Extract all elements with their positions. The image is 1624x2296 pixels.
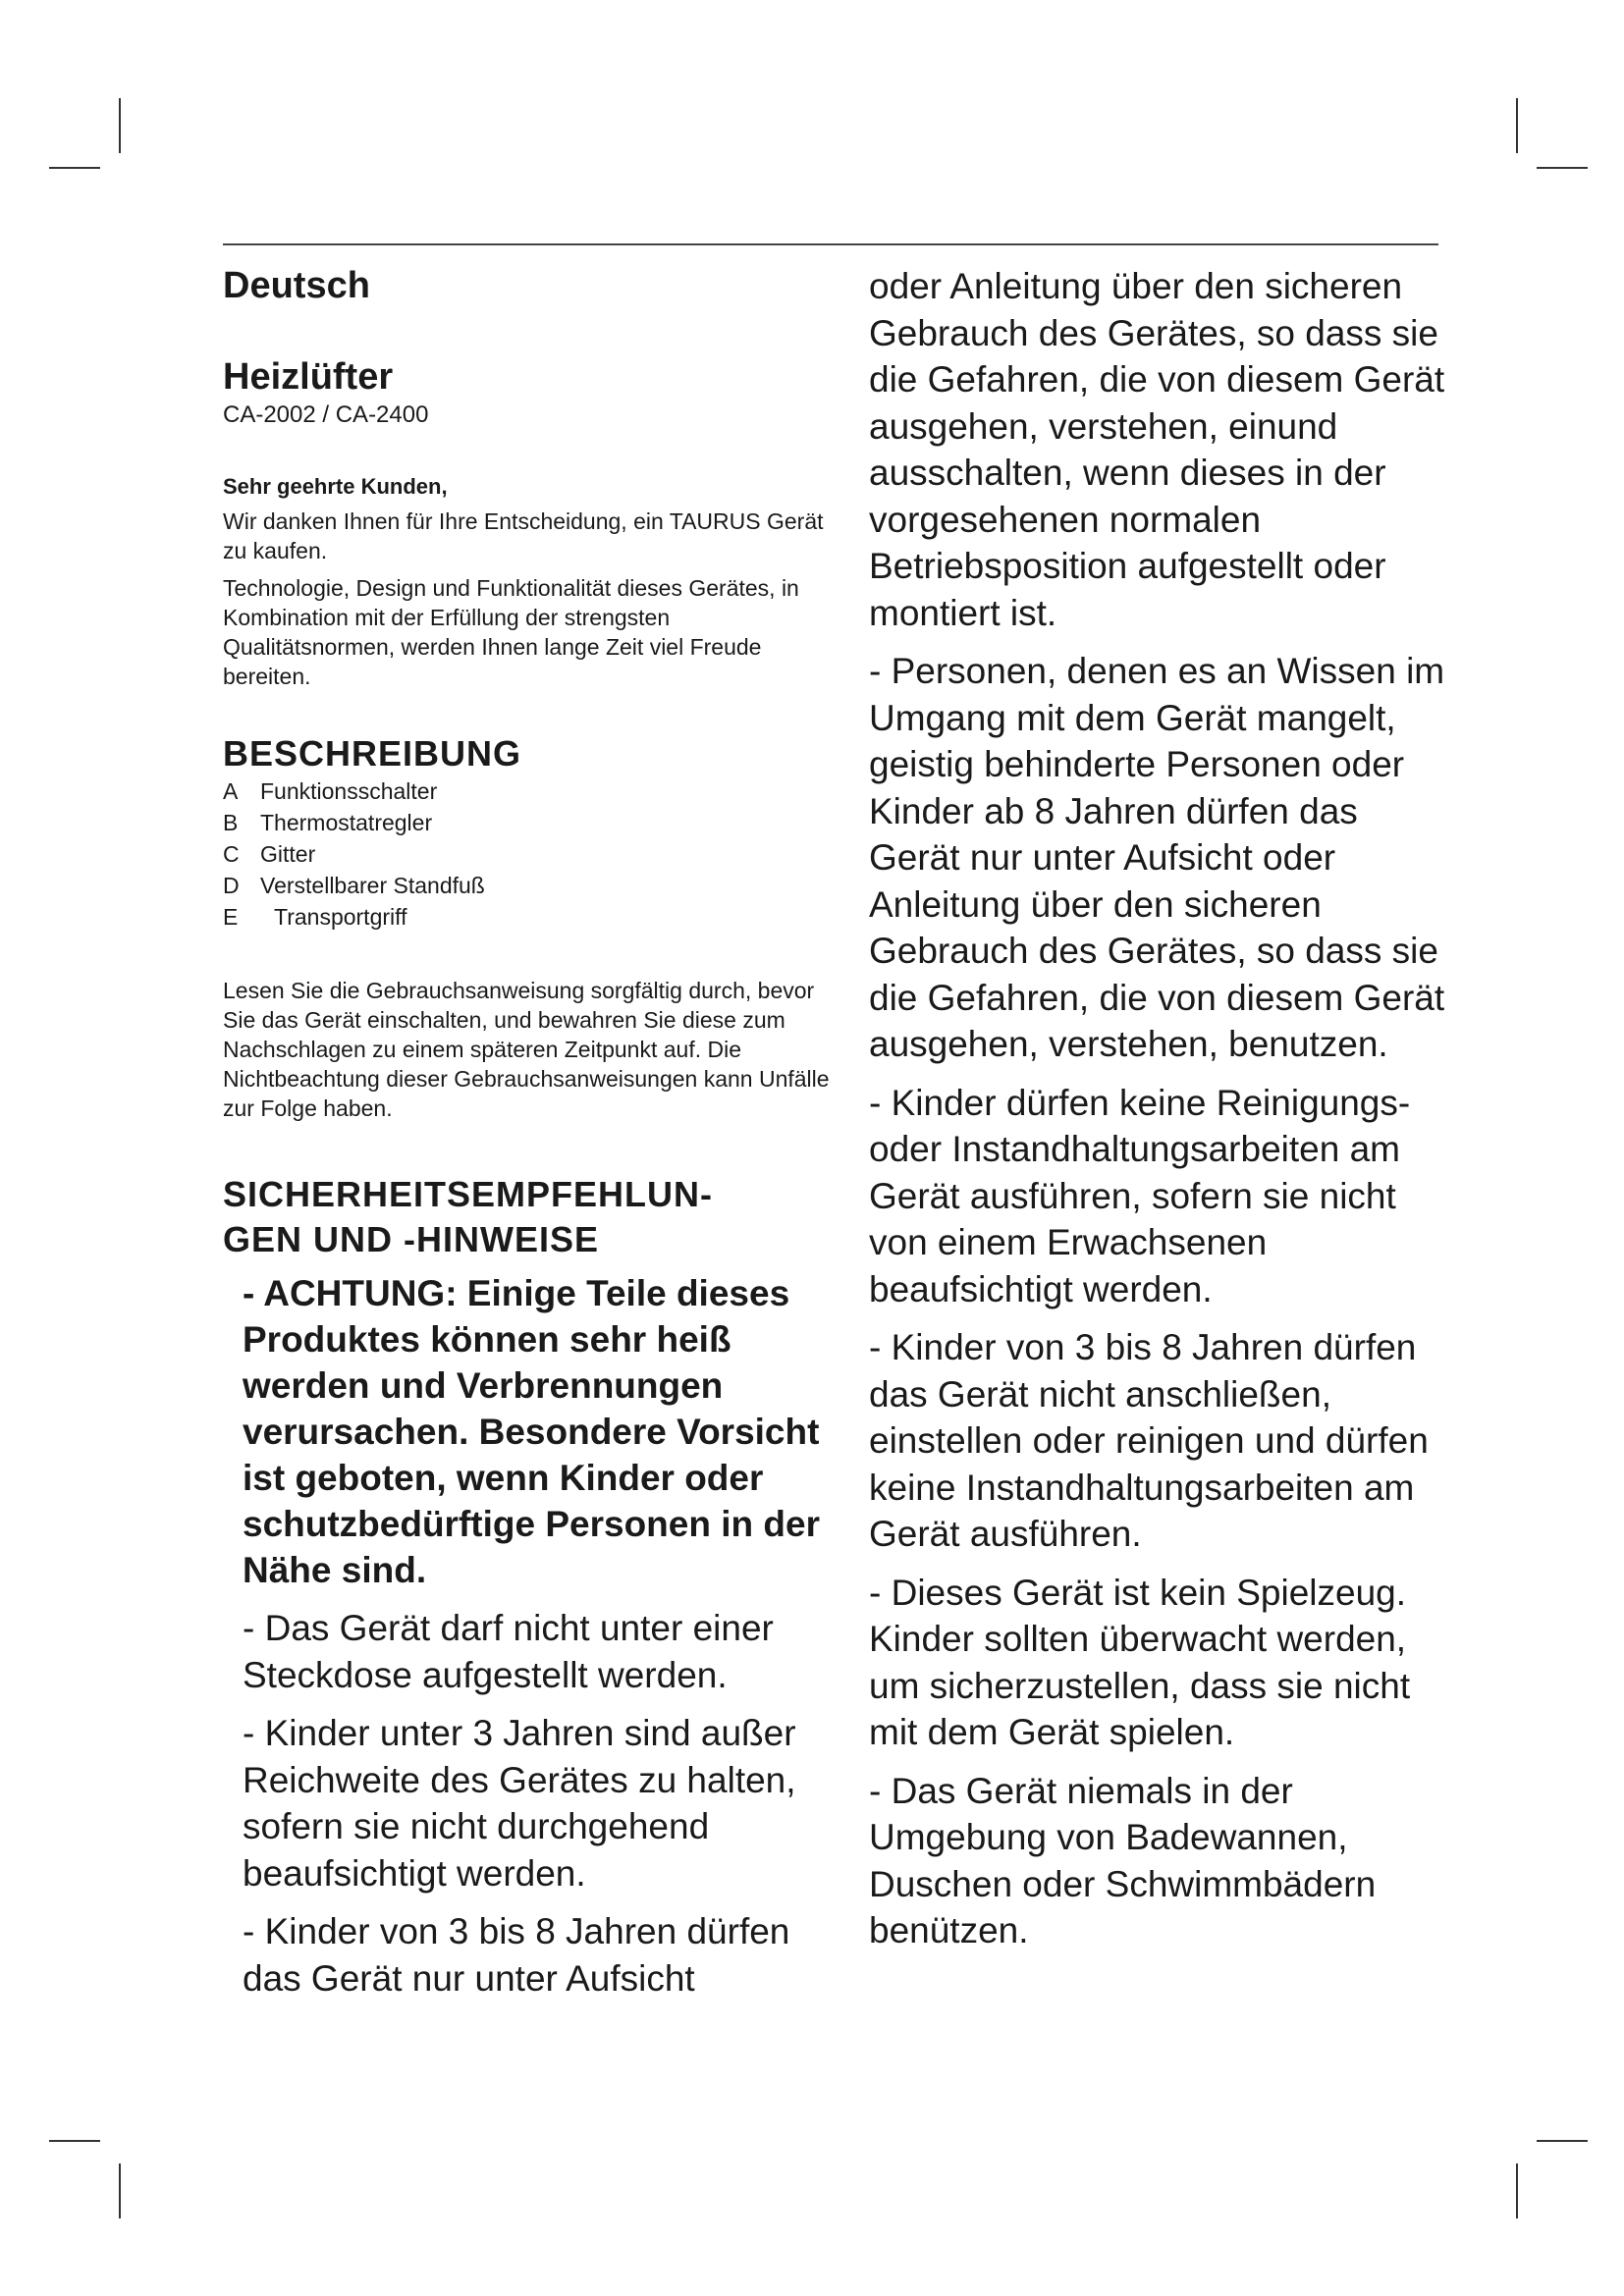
language-heading: Deutsch (223, 265, 370, 306)
description-item-letter: D (223, 873, 240, 898)
crop-mark-top-left-vertical (119, 98, 121, 153)
crop-mark-top-left-horizontal (49, 167, 100, 169)
description-list (223, 775, 832, 933)
greeting: Sehr geehrte Kunden, (223, 474, 448, 499)
description-heading: BESCHREIBUNG (223, 733, 522, 774)
intro-paragraph: Wir danken Ihnen für Ihre Entscheidung, ein TAURUS Gerät zu kaufen. (223, 508, 824, 563)
safety-list-right (869, 263, 1458, 1954)
crop-mark-bottom-right-vertical (1516, 2163, 1518, 2218)
safety-item: - Kinder von 3 bis 8 Jahren dürfen das Gerät nicht anschließen, einstellen oder reinigen und dürfen keine Instandhaltungsarbeiten am Gerät ausführen. (869, 1327, 1429, 1554)
description-item-letter: E (223, 904, 239, 930)
safety-heading-line1: SICHERHEITSEMPFEHLUN- (223, 1174, 714, 1214)
description-item-letter: B (223, 810, 239, 835)
description-item (223, 838, 832, 870)
safety-heading-line2: GEN UND -HINWEISE (223, 1219, 600, 1259)
safety-heading (223, 1172, 832, 1262)
crop-mark-bottom-right-horizontal (1537, 2140, 1588, 2142)
crop-mark-bottom-left-vertical (119, 2163, 121, 2218)
description-item-label: Funktionsschalter (260, 778, 438, 804)
safety-item: - Kinder unter 3 Jahren sind außer Reichweite des Gerätes zu halten, sofern sie nicht durchgehend beaufsichtigt werden. (243, 1713, 796, 1894)
read-instructions-notice: Lesen Sie die Gebrauchsanweisung sorgfältig durch, bevor Sie das Gerät einschalten, und bewahren Sie diese zum Nachschlagen zu einem späteren Zeitpunkt auf. Die Nichtbeachtung dieser Gebrauchsanweisungen kann Unfälle zur Folge haben. (223, 978, 830, 1121)
description-item-letter: A (223, 778, 239, 804)
product-title: Heizlüfter (223, 356, 394, 398)
safety-item: - Kinder von 3 bis 8 Jahren dürfen das Gerät nur unter Aufsicht (243, 1911, 790, 1999)
crop-mark-top-right-horizontal (1537, 167, 1588, 169)
description-item-label: Transportgriff (274, 904, 407, 930)
safety-item-continuation: oder Anleitung über den sicheren Gebrauch des Gerätes, so dass sie die Gefahren, die von diesem Gerät ausgehen, verstehen, einund ausschalten, wenn dieses in der vorgesehenen normalen Betriebsposition aufgestellt oder montiert ist. (869, 266, 1445, 633)
description-item-letter: C (223, 841, 240, 867)
left-column (223, 263, 832, 2013)
safety-item-warning: - ACHTUNG: Einige Teile dieses Produktes können sehr heiß werden und Verbrennungen verursachen. Besondere Vorsicht ist geboten, wenn Kinder oder schutzbedürftige Personen in der Nähe sind. (243, 1273, 820, 1590)
safety-item: - Personen, denen es an Wissen im Umgang mit dem Gerät mangelt, geistig behinderte Personen oder Kinder ab 8 Jahren dürfen das Gerät nur unter Aufsicht oder Anleitung über den sicheren Gebrauch des Gerätes, so dass sie die Gefahren, die von diesem Gerät ausgehen, verstehen, benutzen. (869, 651, 1445, 1064)
safety-item: - Das Gerät darf nicht unter einer Steckdose aufgestellt werden. (243, 1608, 774, 1695)
safety-item: - Dieses Gerät ist kein Spielzeug. Kinder sollten überwacht werden, um sicherzustellen, dass sie nicht mit dem Gerät spielen. (869, 1572, 1411, 1752)
description-item-label: Thermostatregler (260, 810, 433, 835)
description-item (223, 775, 832, 807)
crop-mark-top-right-vertical (1516, 98, 1518, 153)
right-column (869, 263, 1458, 1966)
description-item (223, 901, 832, 933)
safety-item: - Das Gerät niemals in der Umgebung von Badewannen, Duschen oder Schwimmbädern benützen. (869, 1770, 1377, 1950)
header-rule (223, 243, 1438, 245)
description-item-label: Gitter (260, 841, 316, 867)
description-item-label: Verstellbarer Standfuß (260, 873, 485, 898)
description-item (223, 807, 832, 838)
model-numbers: CA-2002 / CA-2400 (223, 401, 429, 428)
intro-paragraph: Technologie, Design und Funktionalität dieses Gerätes, in Kombination mit der Erfüllung der strengsten Qualitätsnormen, werden Ihnen lange Zeit viel Freude bereiten. (223, 575, 799, 689)
description-item (223, 870, 832, 901)
safety-list-left (243, 1270, 832, 2002)
safety-item: - Kinder dürfen keine Reinigungs- oder Instandhaltungsarbeiten am Gerät ausführen, sofern sie nicht von einem Erwachsenen beaufsichtigt werden. (869, 1082, 1411, 1309)
crop-mark-bottom-left-horizontal (49, 2140, 100, 2142)
